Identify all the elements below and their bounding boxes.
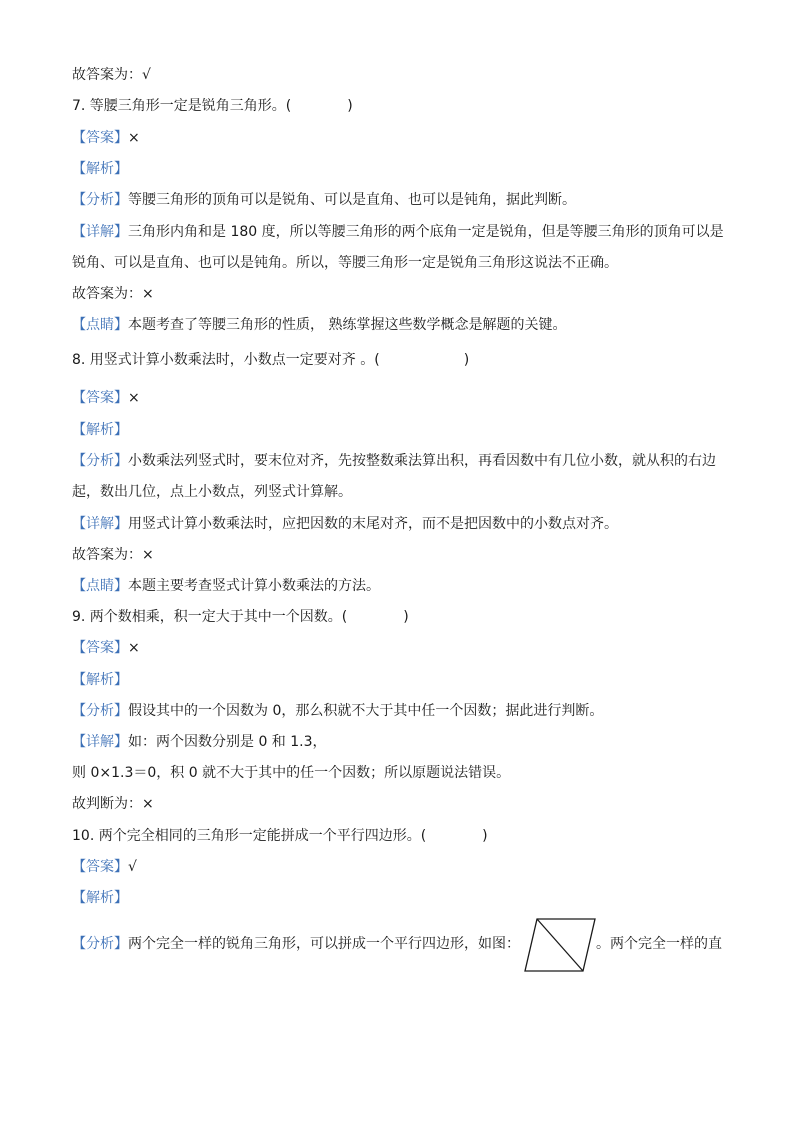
- detail-tag: 【详解】: [72, 224, 128, 240]
- explanation-tag: 【解析】: [72, 890, 128, 906]
- analysis-row: 【分析】小数乘法列竖式时，要末位对齐，先按整数乘法算出积，再看因数中有几位小数，就从积的右边: [72, 453, 716, 469]
- explanation-tag: 【解析】: [72, 161, 128, 177]
- answer-tag: 【答案】: [72, 390, 128, 406]
- detail-tag: 【详解】: [72, 516, 128, 532]
- judgement-conclusion: 故判断为：×: [72, 796, 154, 812]
- analysis-row: 【分析】假设其中的一个因数为 0，那么积就不大于其中任一个因数；据此进行判断。: [72, 703, 604, 719]
- parallelogram-figure: [523, 917, 597, 977]
- question-9: 9. 两个数相乘，积一定大于其中一个因数。( ): [72, 609, 409, 625]
- detail-row: 【详解】如：两个因数分别是 0 和 1.3，: [72, 734, 327, 750]
- explanation-row: [72, 670, 128, 690]
- answer-conclusion: 故答案为：√: [72, 67, 151, 83]
- explanation-tag: 【解析】: [72, 422, 128, 438]
- detail-continuation: 则 0×1.3＝0，积 0 就不大于其中的任一个因数；所以原题说法错误。: [72, 765, 511, 781]
- question-7: 7. 等腰三角形一定是锐角三角形。( ): [72, 98, 353, 114]
- answer-row: 【答案】×: [72, 390, 140, 406]
- answer-row: 【答案】√: [72, 859, 137, 875]
- analysis-tag: 【分析】: [72, 936, 128, 952]
- analysis-tail: 。两个完全一样的直: [596, 936, 722, 952]
- answer-tag: 【答案】: [72, 130, 128, 146]
- answer-tag: 【答案】: [72, 859, 128, 875]
- answer-tag: 【答案】: [72, 640, 128, 656]
- parallelogram-diagonal: [537, 919, 583, 971]
- explanation-row: [72, 420, 128, 440]
- detail-continuation: 锐角、可以是直角、也可以是钝角。所以，等腰三角形一定是锐角三角形这说法不正确。: [72, 255, 618, 271]
- analysis-tag: 【分析】: [72, 703, 128, 719]
- analysis-tag: 【分析】: [72, 192, 128, 208]
- answer-row: 【答案】×: [72, 130, 140, 146]
- analysis-row: 【分析】等腰三角形的顶角可以是锐角、可以是直角、也可以是钝角，据此判断。: [72, 192, 576, 208]
- remark-tag: 【点睛】: [72, 317, 128, 333]
- analysis-continuation: 起，数出几位，点上小数点，列竖式计算解。: [72, 484, 352, 500]
- explanation-tag: 【解析】: [72, 672, 128, 688]
- analysis-row: 【分析】两个完全一样的锐角三角形，可以拼成一个平行四边形，如图：: [72, 936, 520, 952]
- detail-row: 【详解】三角形内角和是 180 度，所以等腰三角形的两个底角一定是锐角，但是等腰三角形的顶角可以是: [72, 224, 724, 240]
- answer-row: 【答案】×: [72, 640, 140, 656]
- detail-tag: 【详解】: [72, 734, 128, 750]
- parallelogram-diagram: [523, 917, 597, 973]
- remark-row: 【点睛】本题主要考查竖式计算小数乘法的方法。: [72, 578, 380, 594]
- remark-tag: 【点睛】: [72, 578, 128, 594]
- question-10: 10. 两个完全相同的三角形一定能拼成一个平行四边形。( ): [72, 828, 488, 844]
- answer-conclusion: 故答案为：×: [72, 547, 154, 563]
- explanation-row: [72, 888, 128, 908]
- analysis-tag: 【分析】: [72, 453, 128, 469]
- explanation-row: [72, 159, 128, 179]
- detail-row: 【详解】用竖式计算小数乘法时，应把因数的末尾对齐，而不是把因数中的小数点对齐。: [72, 516, 618, 532]
- question-8: 8. 用竖式计算小数乘法时，小数点一定要对齐 。( ): [72, 352, 470, 368]
- remark-row: 【点睛】本题考查了等腰三角形的性质， 熟练掌握这些数学概念是解题的关键。: [72, 317, 567, 333]
- answer-conclusion: 故答案为：×: [72, 286, 154, 302]
